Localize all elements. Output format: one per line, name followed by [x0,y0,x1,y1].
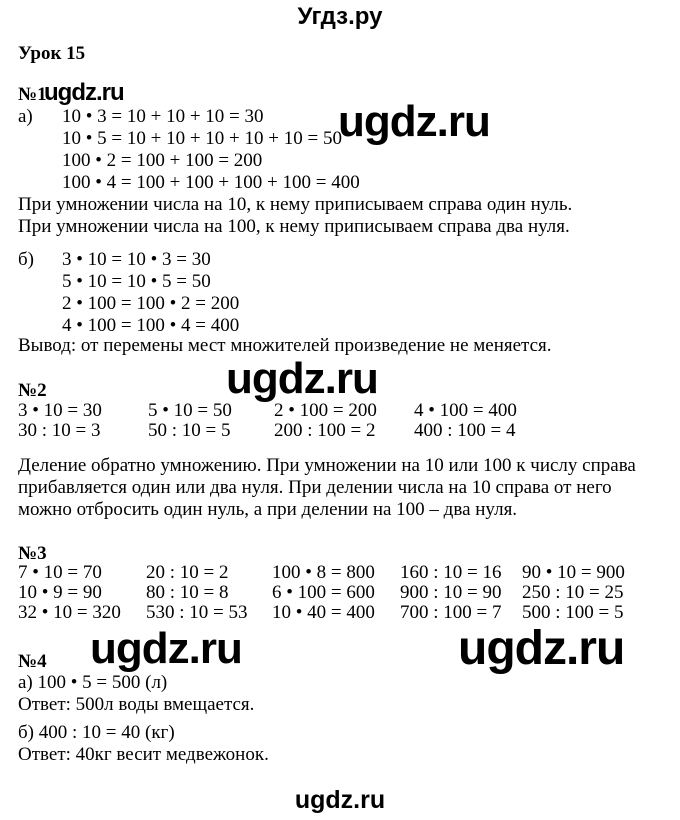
equation: 700 : 100 = 7 [400,602,502,623]
note-line: можно отбросить один нуль, а при делении на 100 – два нуля. [18,499,518,520]
task4-part-a-solution: а) 100 • 5 = 500 (л) [18,672,168,693]
equation: 400 : 100 = 4 [414,420,516,441]
task4-part-a-answer: Ответ: 500л воды вмещается. [18,694,255,715]
equation: 50 : 10 = 5 [148,420,231,441]
equation: 5 • 10 = 10 • 5 = 50 [62,271,211,292]
equation: 6 • 100 = 600 [272,582,375,603]
equation: 10 • 5 = 10 + 10 + 10 + 10 + 10 = 50 [62,128,342,149]
task1-label: №1 [18,84,47,105]
equation: 20 : 10 = 2 [146,562,229,583]
equation: 5 • 10 = 50 [148,400,232,421]
equation: 7 • 10 = 70 [18,562,102,583]
task4-label: №4 [18,651,47,672]
part-b-label: б) [18,249,34,270]
equation-row [18,172,360,194]
equation: 500 : 100 = 5 [522,602,624,623]
equation: 530 : 10 = 53 [146,602,248,623]
watermark-task4-right: ugdz.ru [458,622,625,675]
task1-part-b-equations [18,249,239,337]
watermark-task4-left: ugdz.ru [90,624,242,673]
part-a-label: а) [18,106,33,127]
equation: 2 • 100 = 200 [274,400,377,421]
task4-part-b-answer: Ответ: 40кг весит медвежонок. [18,744,269,765]
equation-row [18,128,360,150]
task4-part-b-solution: б) 400 : 10 = 40 (кг) [18,722,175,743]
equation-row [18,315,239,337]
note-line: прибавляется один или два нуля. При делении числа на 10 справа от него [18,477,612,498]
lesson-title: Урок 15 [18,43,86,64]
equation-row [18,150,360,172]
equation: 90 • 10 = 900 [522,562,625,583]
task3-label: №3 [18,543,47,564]
equation: 900 : 10 = 90 [400,582,502,603]
watermark-footer: ugdz.ru [294,786,386,814]
task2-label: №2 [18,380,47,401]
equation: 10 • 40 = 400 [272,602,375,623]
equation-row [18,271,239,293]
equation-row [18,249,239,271]
equation: 100 • 8 = 800 [272,562,375,583]
task2-note [18,455,636,521]
task1-part-a-notes [18,194,572,238]
note-line: При умножении числа на 100, к нему приписываем справа два нуля. [18,216,570,237]
equation: 32 • 10 = 320 [18,602,121,623]
equation-row [18,293,239,315]
task1-part-a-equations [18,106,360,194]
equation: 100 • 2 = 100 + 100 = 200 [62,150,263,171]
task1-conclusion: Вывод: от перемены мест множителей произведение не меняется. [18,335,552,356]
equation: 10 • 9 = 90 [18,582,102,603]
equation: 30 : 10 = 3 [18,420,101,441]
task2-grid [18,401,578,441]
watermark-task1-large: ugdz.ru [338,97,490,146]
equation-row [18,106,360,128]
site-header: Угдз.ру [297,3,383,30]
watermark-task1-small: ugdz.ru [44,79,124,106]
equation: 3 • 10 = 30 [18,400,102,421]
equation: 3 • 10 = 10 • 3 = 30 [62,249,211,270]
equation: 4 • 100 = 100 • 4 = 400 [62,315,240,336]
equation: 160 : 10 = 16 [400,562,502,583]
watermark-task2: ugdz.ru [226,354,378,403]
equation: 4 • 100 = 400 [414,400,517,421]
task3-grid [18,563,663,623]
equation: 100 • 4 = 100 + 100 + 100 + 100 = 400 [62,172,360,193]
note-line: Деление обратно умножению. При умножении на 10 или 100 к числу справа [18,455,636,476]
equation: 10 • 3 = 10 + 10 + 10 = 30 [62,106,264,127]
note-line: При умножении числа на 10, к нему приписываем справа один нуль. [18,194,573,215]
equation: 2 • 100 = 100 • 2 = 200 [62,293,240,314]
equation: 200 : 100 = 2 [274,420,376,441]
equation: 80 : 10 = 8 [146,582,229,603]
equation: 250 : 10 = 25 [522,582,624,603]
